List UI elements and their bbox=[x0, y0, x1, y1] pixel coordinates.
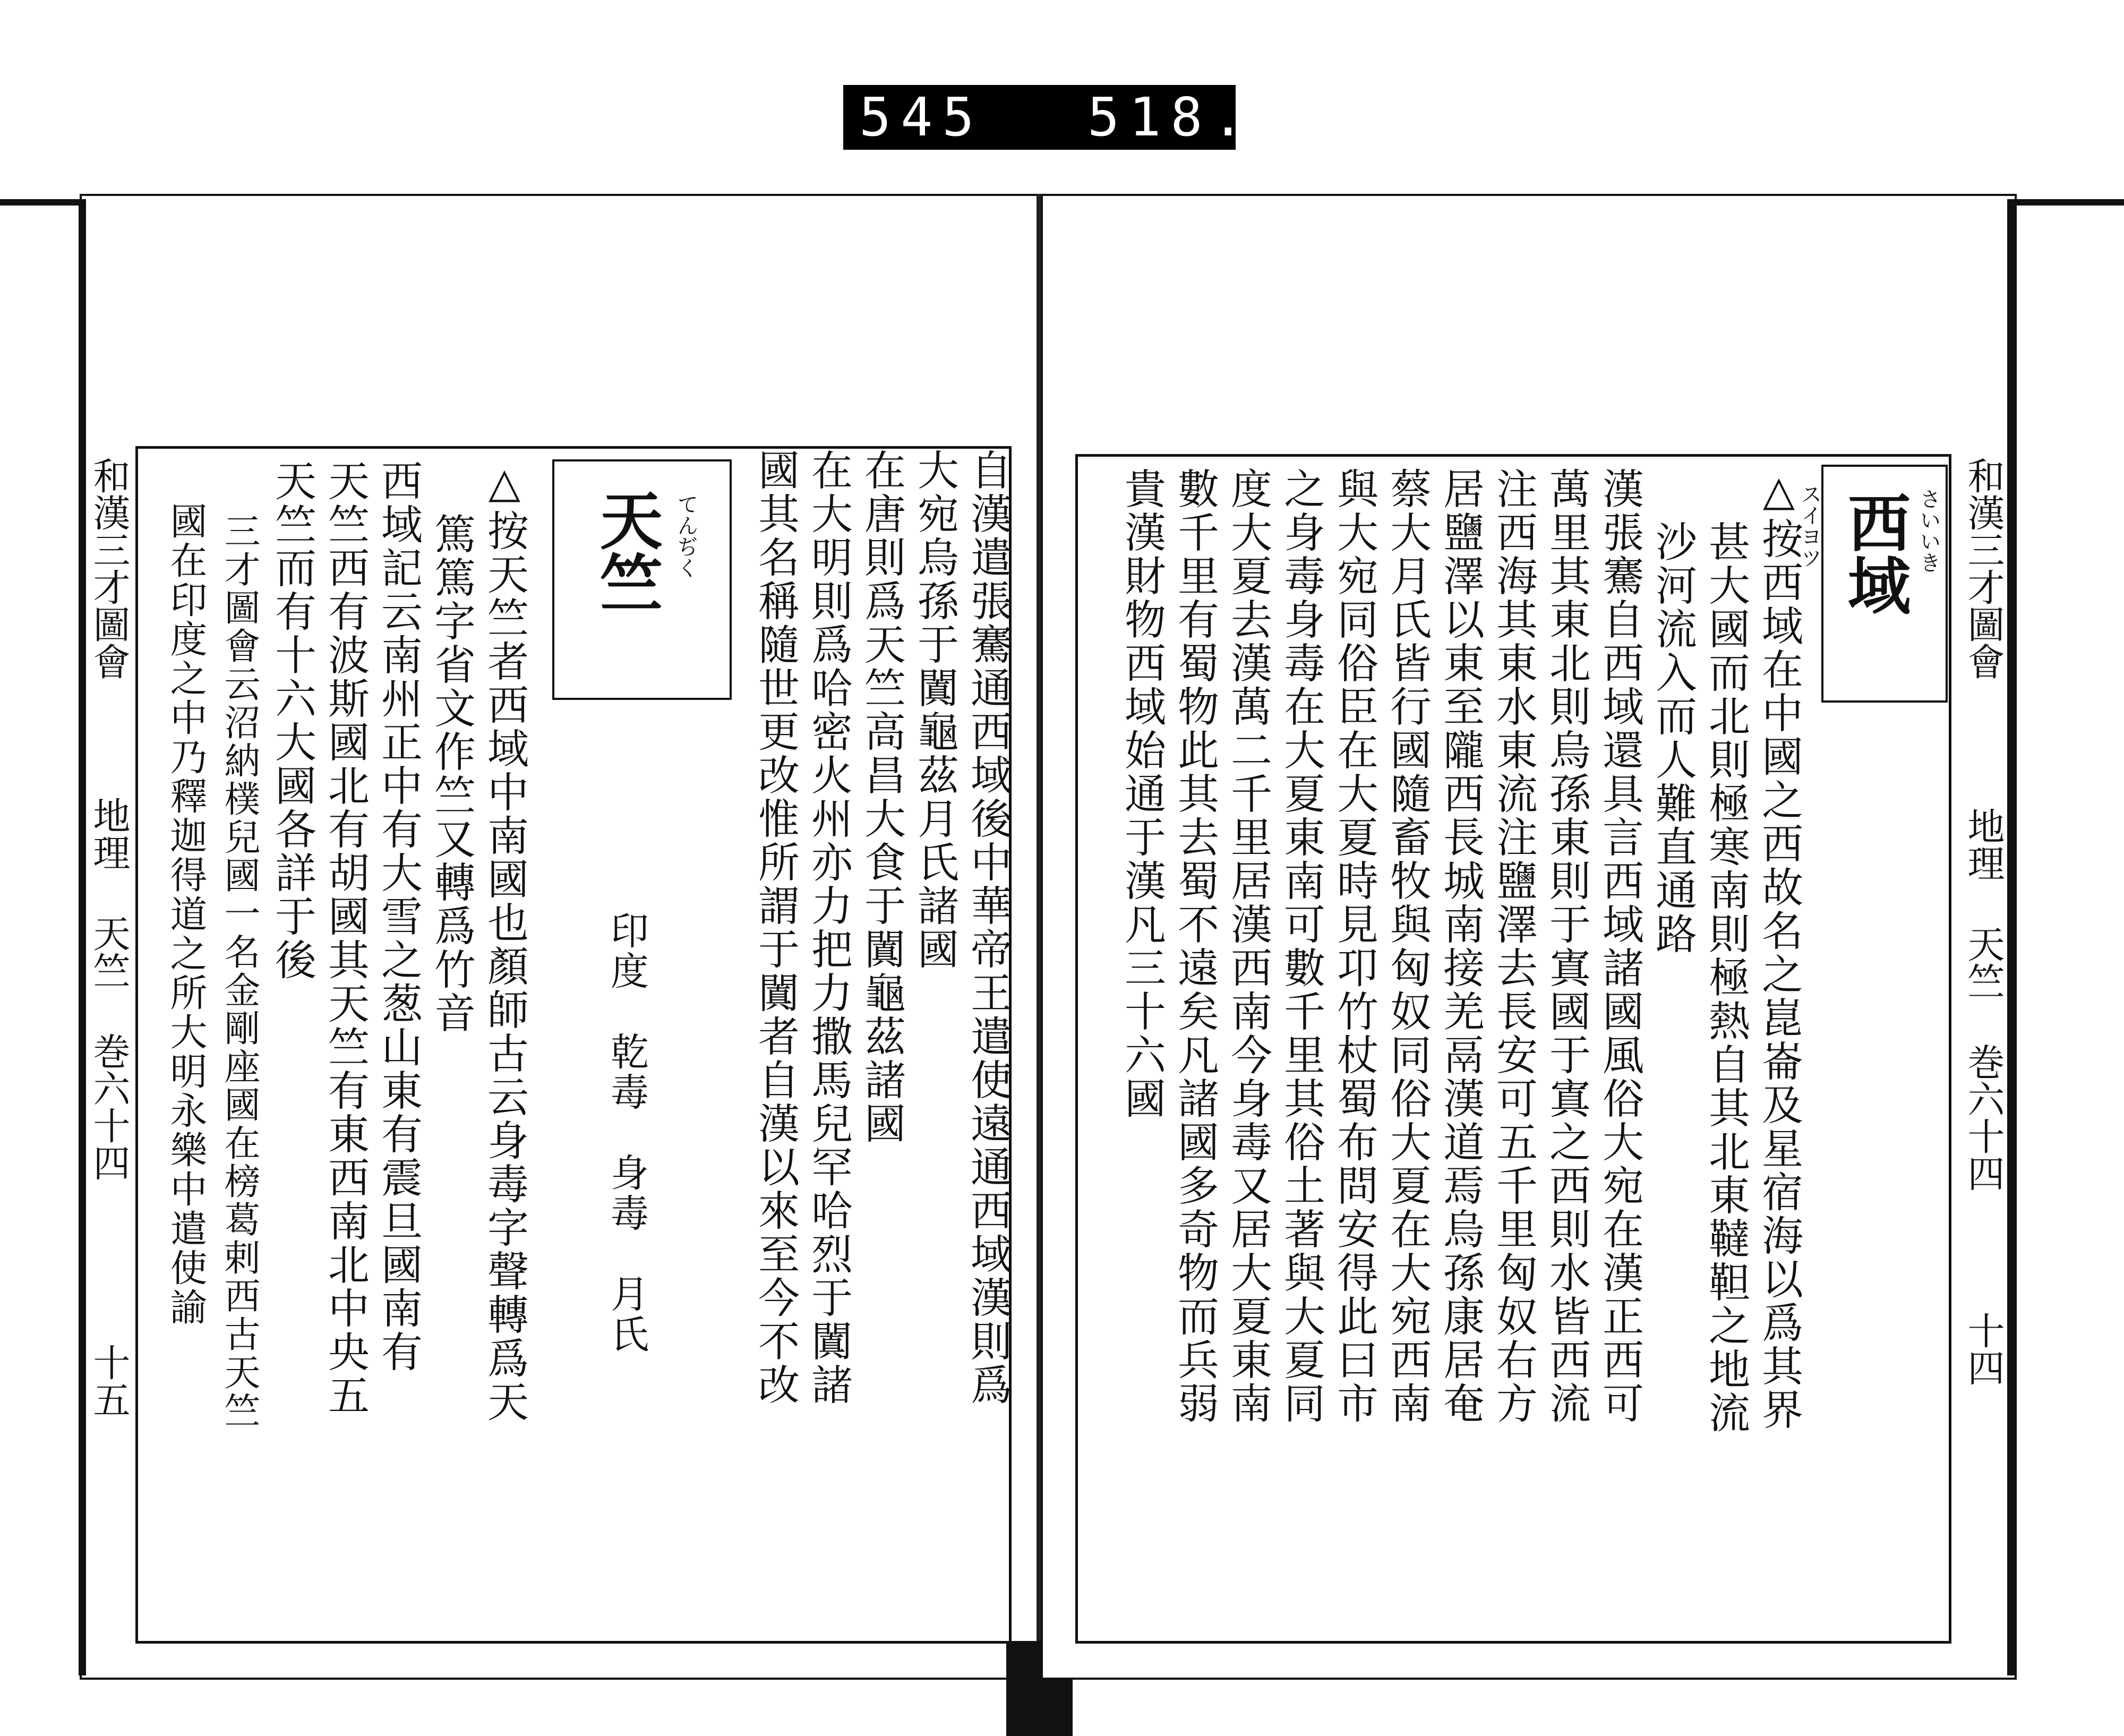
right-margin-title: 和漢三才圖會 bbox=[1962, 457, 2005, 680]
column: 大宛烏孫于闐龜茲月氏諸國 bbox=[911, 449, 958, 971]
column: 度大夏去漢萬二千里居漢西南今身毒又居大夏東南 bbox=[1224, 467, 1272, 1425]
column: △按西域在中國之西故名之崑崙及星宿海以爲其界 bbox=[1755, 467, 1803, 1432]
left-margin-title: 和漢三才圖會 bbox=[87, 457, 131, 680]
column: 在唐則爲天竺高昌大食于闐龜茲諸國 bbox=[858, 449, 905, 1145]
column: 天竺西有波斯國北有胡國其天竺有東西南北中央五 bbox=[321, 459, 369, 1417]
left-margin-section: 地理 天竺 巻六十四 bbox=[87, 797, 131, 1181]
title-box bbox=[1821, 465, 1948, 703]
column: 甚大國而北則極寒南則極熱自其北東韃靼之地流 bbox=[1702, 520, 1750, 1435]
column: 國在印度之中乃釋迦得道之所大明永樂中遣使諭 bbox=[164, 502, 208, 1327]
column: 貴漢財物西域始通于漢凡三十六國 bbox=[1118, 467, 1166, 1121]
title-reading: てんぢく bbox=[674, 493, 698, 578]
column: 沙河流入而人難直通路 bbox=[1649, 520, 1697, 956]
reel-label bbox=[843, 85, 1254, 150]
left-page-outer-edge bbox=[79, 199, 86, 1675]
column: 蔡大月氏皆行國隨畜牧與匈奴同俗大夏在大宛西南 bbox=[1383, 467, 1431, 1425]
column: 三才圖會云沼納樸兒國一名金剛座國在榜葛剌西古天竺 bbox=[218, 512, 260, 1430]
reel-number-right: 518. bbox=[1087, 86, 1254, 148]
title-reading-kana: スイヨツ bbox=[1797, 483, 1822, 568]
column: 國其名稱隨世更改惟所謂于闐者自漢以來至今不改 bbox=[751, 449, 799, 1407]
column: 居鹽澤以東至隴西長城南接羌鬲漢道焉烏孫康居奄 bbox=[1436, 467, 1484, 1425]
title-box bbox=[552, 459, 732, 700]
reel-number-left: 545 bbox=[859, 86, 984, 148]
right-page-outer-edge bbox=[2007, 199, 2017, 1675]
synonyms: 印度 乾毒 身毒 月氏 bbox=[604, 911, 649, 1355]
page-title: 天竺 bbox=[589, 488, 663, 613]
column: 天竺而有十六大國各詳于後 bbox=[268, 459, 316, 982]
column: 漢張騫自西域還具言西域諸國風俗大宛在漢正西可 bbox=[1596, 467, 1643, 1425]
column: 篤篤字省文作竺又轉爲竹音 bbox=[427, 512, 475, 1035]
column: 西域記云南州正中有大雪之葱山東有震旦國南有 bbox=[374, 459, 422, 1374]
right-text-frame bbox=[1075, 454, 1951, 1644]
column: 之身毒身毒在大夏東南可數千里其俗土著與大夏同 bbox=[1277, 467, 1325, 1425]
column: 萬里其東北則烏孫東則于寘國于寘之西則水皆西流 bbox=[1543, 467, 1590, 1425]
column: 數千里有蜀物此其去蜀不遠矣凡諸國多奇物而兵弱 bbox=[1171, 467, 1219, 1425]
right-margin-section: 地理 天竺 巻六十四 bbox=[1962, 807, 2005, 1192]
column: 自漢遣張騫通西域後中華帝王遣使遠通西域漢則爲 bbox=[964, 449, 1012, 1407]
right-margin-folio: 十四 bbox=[1962, 1312, 2005, 1386]
left-text-frame bbox=[135, 446, 1012, 1644]
page-title: 西域 bbox=[1837, 491, 1911, 616]
column: △按天竺者西域中南國也顏師古云身毒字聲轉爲天 bbox=[481, 459, 528, 1424]
left-margin-folio: 十五 bbox=[87, 1344, 131, 1418]
column: 注西海其東水東流注鹽澤去長安可五千里匈奴右方 bbox=[1489, 467, 1537, 1425]
column: 在大明則爲哈密火州亦力把力撒馬兒罕哈烈于闐諸 bbox=[804, 449, 852, 1407]
title-reading: さいいき bbox=[1916, 488, 1941, 573]
column: 與大宛同俗臣在大夏時見卭竹杖蜀布問安得此曰市 bbox=[1330, 467, 1378, 1425]
